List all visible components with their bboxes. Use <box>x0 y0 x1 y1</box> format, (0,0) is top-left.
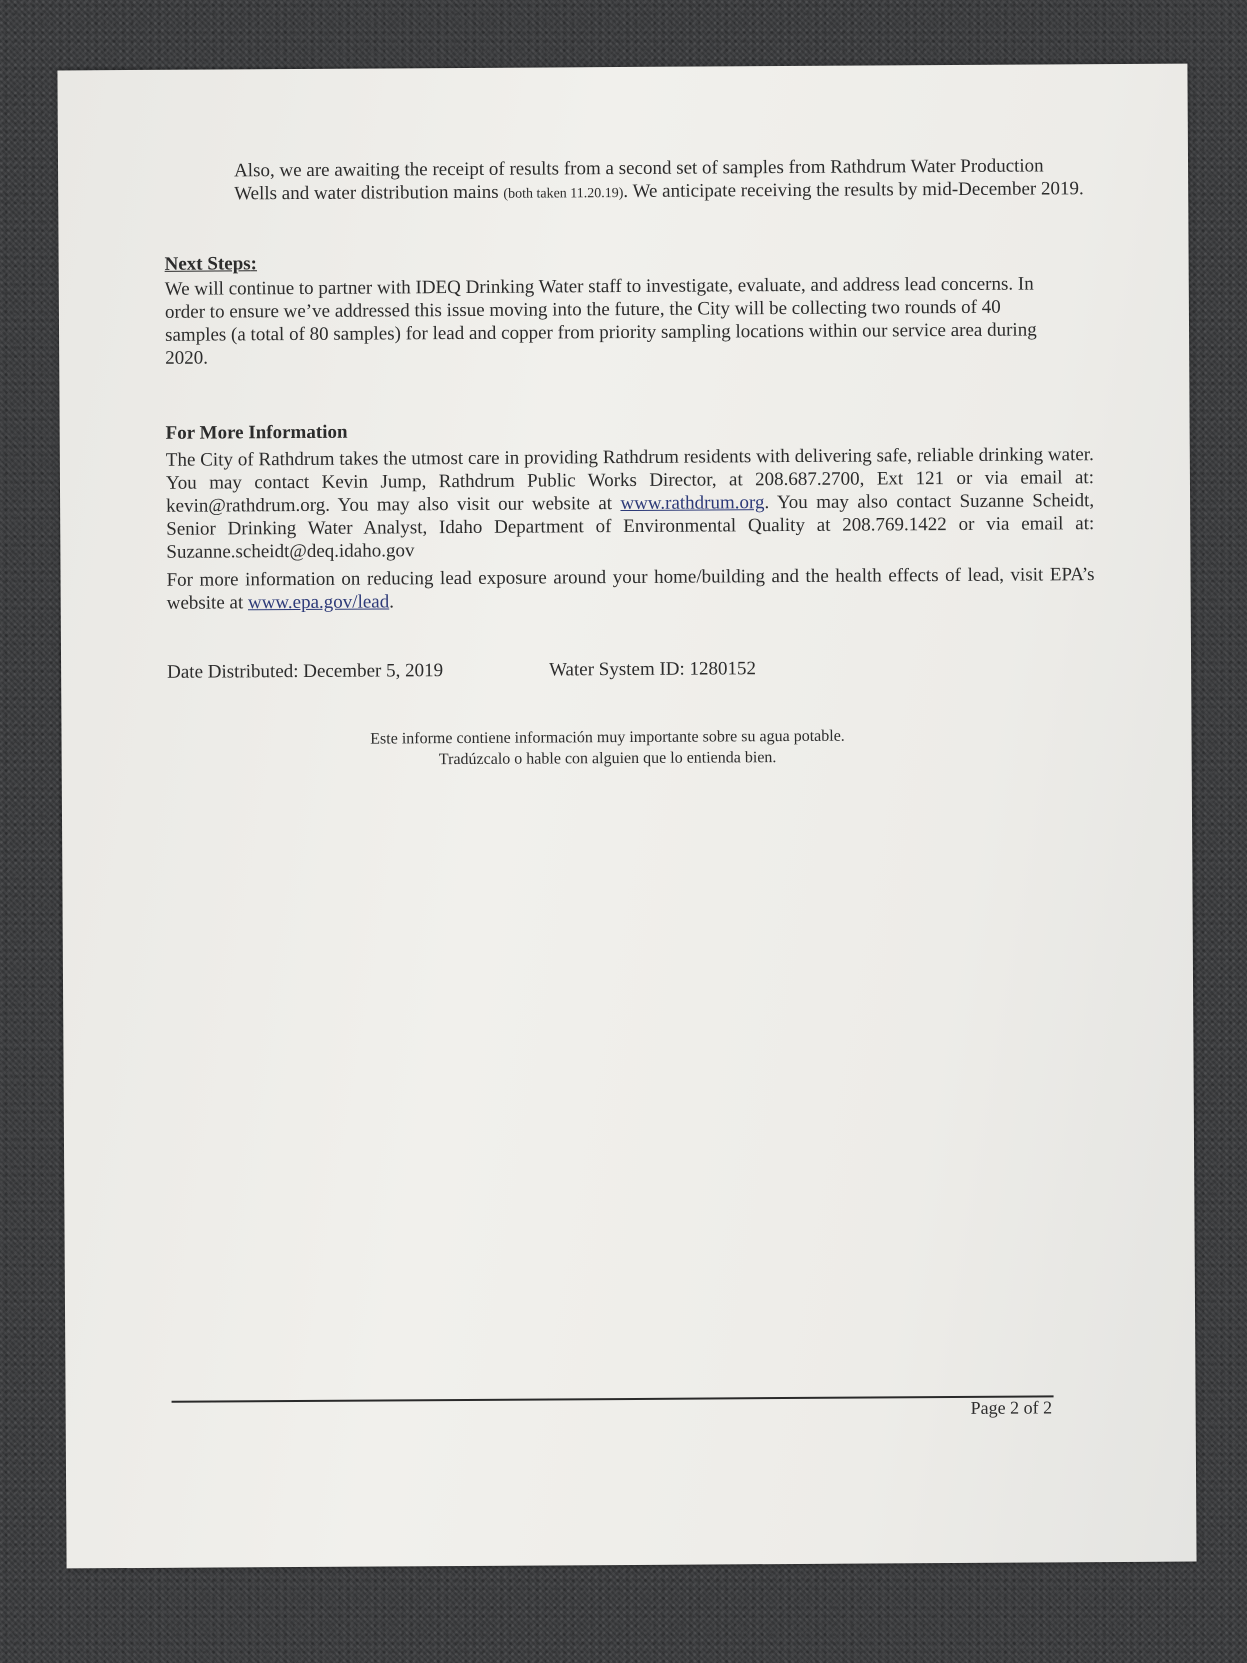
awaiting-results-text-end: . We anticipate receiving the results by mid-December 2019. <box>623 178 1084 203</box>
epa-info-text: For more information on reducing lead exposure around your home/building and the health effects of lead, visit EPA’s website at <box>166 564 1095 614</box>
awaiting-results-paragraph <box>234 154 1084 207</box>
page-number: Page 2 of 2 <box>970 1397 1053 1418</box>
next-steps-heading <box>165 252 257 276</box>
next-steps-paragraph: We will continue to partner with IDEQ Drinking Water staff to investigate, evaluate, and address lead concerns. In order to ensure we’ve addressed this issue moving into the future, the City will be collecting two rounds of 40 samples (a total of 80 samples) for lead and copper from priority sampling locations within our service area during 2020. <box>164 273 1037 369</box>
distribution-info-row <box>167 657 867 684</box>
date-distributed: Date Distributed: December 5, 2019 <box>167 660 444 683</box>
spanish-notice-line-1: Este informe contiene información muy importante sobre su agua potable. <box>370 727 845 748</box>
next-steps-heading-text: Next Steps <box>164 253 251 275</box>
document-page <box>57 64 1196 1569</box>
next-steps-heading-colon: : <box>250 253 258 275</box>
sample-date-note: (both taken 11.20.19) <box>503 186 624 202</box>
footer-rule <box>172 1395 1054 1402</box>
spanish-notice-line-2: Tradúzcalo o hable con alguien que lo entienda bien. <box>438 749 777 769</box>
water-system-id: Water System ID: 1280152 <box>549 658 757 681</box>
epa-info-text-end: . <box>389 591 395 613</box>
contact-info-paragraph <box>166 443 1095 564</box>
spanish-notice <box>167 724 1047 771</box>
rathdrum-website-link[interactable]: www.rathdrum.org <box>620 492 765 515</box>
more-info-heading: For More Information <box>165 421 348 444</box>
contact-info-text: The City of Rathdrum takes the utmost care in providing Rathdrum residents with delivering safe, reliable drinking water. You may contact Kevin Jump, Rathdrum Public Works Director, at 208.687.2700, Ext 121 or via email at: kevin@rathdrum.org. You may also visit our website at <box>165 444 1095 517</box>
awaiting-results-text: Also, we are awaiting the receipt of results from a second set of samples from Rathdrum Water Production Wells and water distribution mains <box>233 155 1044 205</box>
epa-info-paragraph <box>166 563 1094 615</box>
contact-info-text-end: . You may also contact Suzanne Scheidt, Senior Drinking Water Analyst, Idaho Department of Environmental Quality at 208.769.1422 or via email at: Suzanne.scheidt@deq.idaho.gov <box>166 490 1095 563</box>
epa-website-link[interactable]: www.epa.gov/lead <box>247 591 390 614</box>
